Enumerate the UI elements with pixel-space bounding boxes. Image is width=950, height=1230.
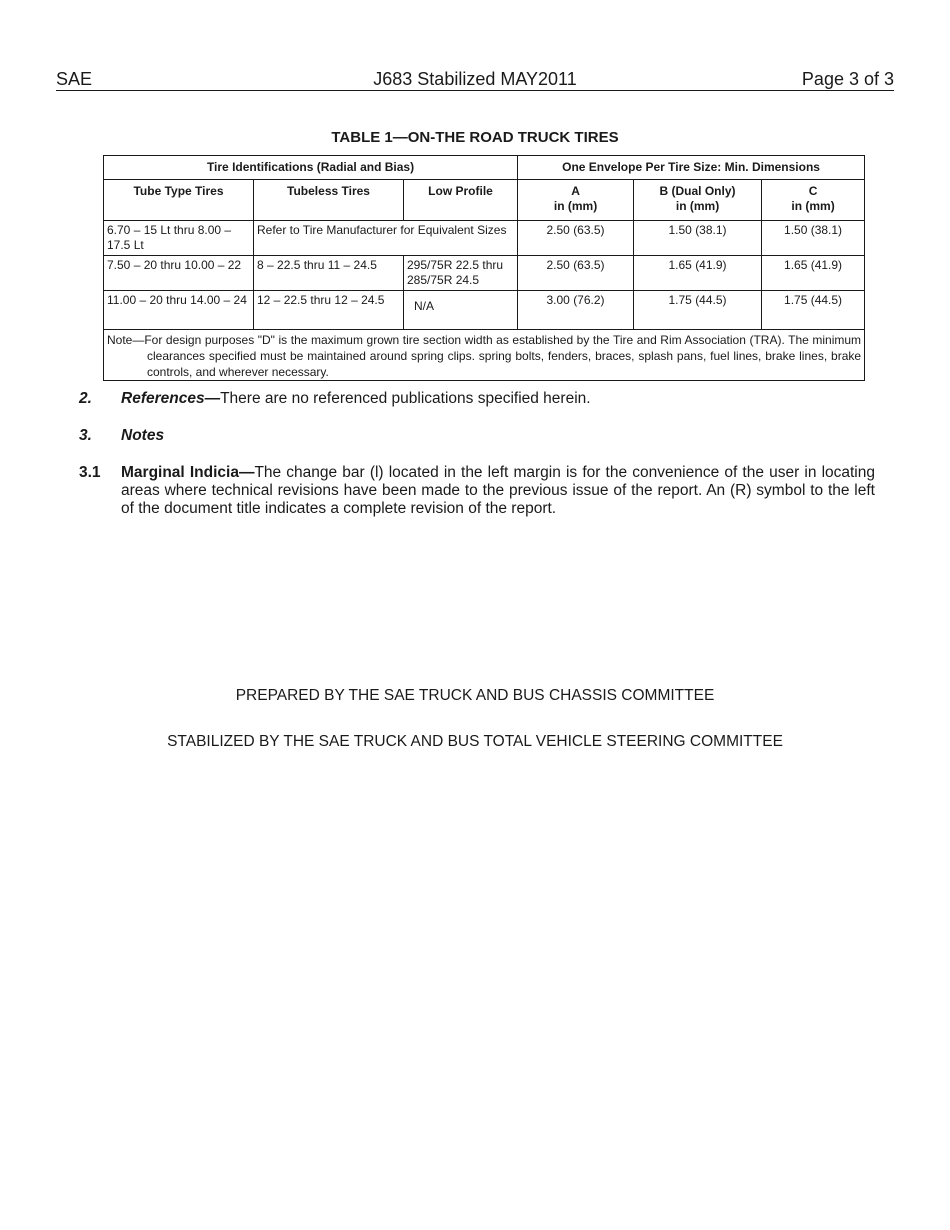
cell-low-profile: N/A [404,291,518,330]
prepared-by-committee: PREPARED BY THE SAE TRUCK AND BUS CHASSIS COMMITTEE [235,687,715,704]
cell-low-profile: 295/75R 22.5 thru 285/75R 24.5 [404,256,518,291]
cell-b: 1.75 (44.5) [634,291,762,330]
column-header-a-name: A [571,184,580,198]
cell-tube-type: 7.50 – 20 thru 10.00 – 22 [104,256,254,291]
cell-tube-type: 6.70 – 15 Lt thru 8.00 – 17.5 Lt [104,221,254,256]
cell-c: 1.65 (41.9) [762,256,865,291]
table-row [104,221,865,256]
column-header-c-unit: in (mm) [791,199,835,213]
cell-b: 1.65 (41.9) [634,256,762,291]
section-text: There are no referenced publications specified herein. [220,390,591,407]
header-page-number: Page 3 of 3 [801,69,894,89]
section-number: 2. [79,390,92,407]
section-text: The change bar (l) located in the left margin is for the convenience of the user in locating areas where technical revisions have been made to the previous issue of the report. An (R) symbol to the left of the document title indicates a complete revision of the report. [121,464,875,517]
table-column-header-row [104,180,865,221]
section-lead: Marginal Indicia— [121,464,255,481]
column-header-low-profile: Low Profile [404,180,518,221]
header-document-id: J683 Stabilized MAY2011 [373,69,577,89]
cell-c: 1.75 (44.5) [762,291,865,330]
table-title: TABLE 1—ON-THE ROAD TRUCK TIRES [331,129,619,146]
section-notes [79,427,875,445]
table-row [104,291,865,330]
column-header-c [762,180,865,221]
cell-a: 3.00 (76.2) [518,291,634,330]
column-header-a-unit: in (mm) [553,199,598,213]
column-header-b-unit: in (mm) [675,199,720,213]
table-note-row [104,330,865,381]
column-header-tube-type: Tube Type Tires [104,180,254,221]
cell-c: 1.50 (38.1) [762,221,865,256]
section-lead: Notes [121,427,165,444]
truck-tires-table [103,155,865,381]
section-number: 3. [79,427,92,444]
cell-merged-note: Refer to Tire Manufacturer for Equivalent Sizes [254,221,518,256]
section-marginal-indicia [79,464,875,518]
column-header-a [518,180,634,221]
column-header-c-name: C [808,184,818,198]
page-header [56,68,894,91]
table-group-header-row [104,156,865,180]
table-row [104,256,865,291]
cell-tube-type: 11.00 – 20 thru 14.00 – 24 [104,291,254,330]
cell-b: 1.50 (38.1) [634,221,762,256]
section-lead: References— [121,390,221,407]
cell-tubeless: 8 – 22.5 thru 11 – 24.5 [254,256,404,291]
stabilized-by-committee: STABILIZED BY THE SAE TRUCK AND BUS TOTAL VEHICLE STEERING COMMITTEE [167,733,783,750]
header-org: SAE [56,69,93,89]
column-header-b [634,180,762,221]
cell-tubeless: 12 – 22.5 thru 12 – 24.5 [254,291,404,330]
column-header-tubeless: Tubeless Tires [254,180,404,221]
group-header-envelope-dimensions: One Envelope Per Tire Size: Min. Dimensions [518,156,865,180]
section-number: 3.1 [79,464,101,481]
column-header-b-name: B (Dual Only) [659,184,736,198]
section-references [79,390,875,408]
cell-a: 2.50 (63.5) [518,221,634,256]
group-header-tire-identifications: Tire Identifications (Radial and Bias) [104,156,518,180]
cell-a: 2.50 (63.5) [518,256,634,291]
table-note: Note—For design purposes "D" is the maximum grown tire section width as established by the Tire and Rim Association (TRA). The minimum clearances specified must be maintained around spring clips. spring bolts, fenders, braces, splash pans, fuel lines, brake lines, brake controls, and wherever necessary. [104,330,865,381]
